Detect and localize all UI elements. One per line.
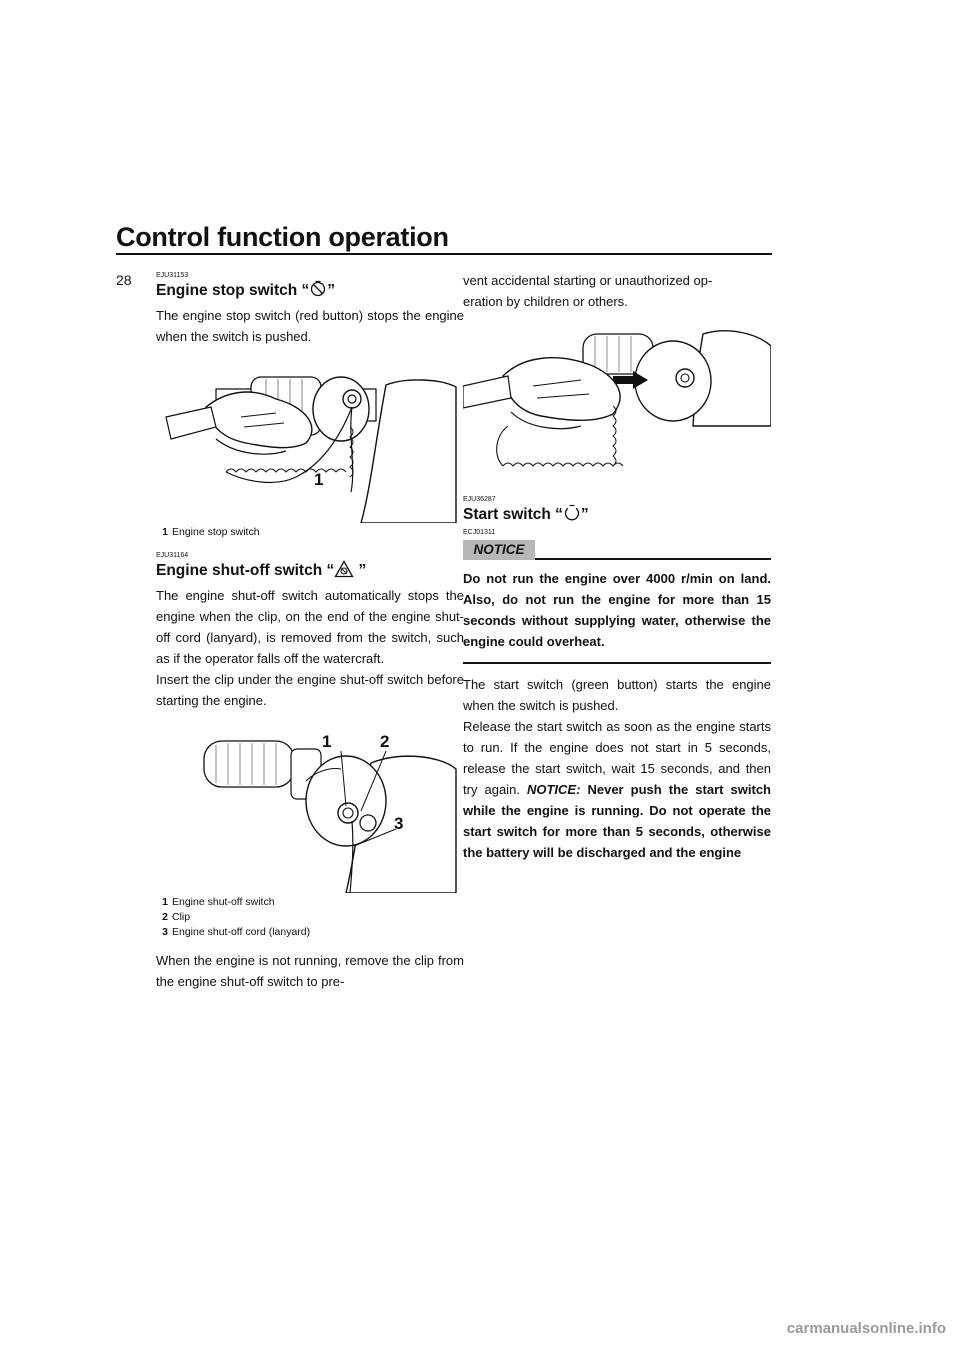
notice-rule [535,558,771,560]
shutoff-body-2: Insert the clip under the engine shut-off switch before starting the engine. [156,672,464,708]
heading-quote: ” [354,562,367,579]
figure-remove-clip [463,316,771,492]
legend-item [156,895,464,910]
continued-line-a: vent accidental starting or unauthorized op- [463,273,713,288]
heading-text: Engine shut-off switch “ [156,562,335,579]
section-heading-shutoff [156,560,464,583]
legend-num: 3 [162,926,168,938]
section-code: EJU36287 [463,496,496,503]
heading-text: Engine stop switch “ [156,282,310,299]
title-rule [116,253,772,255]
shutoff-body-1: The engine shut-off switch automatically stops the engine when the clip, on the end of the engine shut-off cord (lanyard), is removed from the switch, such as if the operator falls off the watercraft. [156,588,464,666]
legend-engine-stop [156,525,464,540]
legend-num: 2 [162,911,168,923]
figure-label-3: 3 [394,814,404,833]
figure-label-1: 1 [322,732,332,751]
heading-quote: ” [580,506,589,523]
inline-notice-text: Never push the start switch while the engine is running. Do not operate the start switch for more than 5 seconds, otherwise the battery will be discharged and the engine [463,782,771,860]
engine-stop-icon [309,280,327,303]
start-switch-icon [563,504,581,527]
left-column [156,272,464,992]
legend-num: 1 [162,526,168,538]
start-body-2 [463,716,771,863]
section-heading-engine-stop [156,280,464,303]
figure-label-1: 1 [314,470,324,489]
legend-text: Engine shut-off cord (lanyard) [172,926,311,938]
heading-text: Start switch “ [463,506,563,523]
notice-code: ECJ01311 [463,529,496,536]
engine-stop-body: The engine stop switch (red button) stops the engine when the switch is pushed. [156,308,464,344]
figure-label-2: 2 [380,732,390,751]
figure-engine-stop [156,347,464,523]
heading-quote: ” [327,282,336,299]
page-number: 28 [116,272,132,288]
legend-text: Engine shut-off switch [172,896,275,908]
notice-badge: NOTICE [463,540,535,560]
watermark: carmanualsonline.info [786,1320,946,1337]
section-code: EJU31153 [156,272,189,279]
notice-text: Do not run the engine over 4000 r/min on land. Also, do not run the engine for more than 15 seconds without supplying water, otherwise the engine could overheat. [463,571,771,649]
legend-item [156,925,464,940]
shutoff-body-3: When the engine is not running, remove the clip from the engine shut-off switch to pre- [156,953,464,989]
legend-item [156,525,464,540]
legend-shutoff [156,895,464,940]
legend-num: 1 [162,896,168,908]
right-column [463,272,771,863]
continued-line-b: eration by children or others. [463,294,628,309]
figure-shutoff [156,711,464,893]
legend-item [156,910,464,925]
start-body-1: The start switch (green button) starts the engine when the switch is pushed. [463,677,771,713]
page-title: Control function operation [116,222,449,252]
section-code: EJU31164 [156,552,189,559]
inline-notice-label: NOTICE: [526,782,581,797]
section-heading-start [463,504,771,527]
start-body-2-text: Release the start switch as soon as the engine starts to run. If the engine does not start in 5 seconds, release the start switch, wait 15 seconds, and then try again. [463,719,771,797]
notice-end-rule [463,662,771,664]
notice-header [463,540,771,564]
legend-text: Clip [172,911,191,923]
legend-text: Engine stop switch [172,526,260,538]
shutoff-triangle-icon [334,560,354,583]
